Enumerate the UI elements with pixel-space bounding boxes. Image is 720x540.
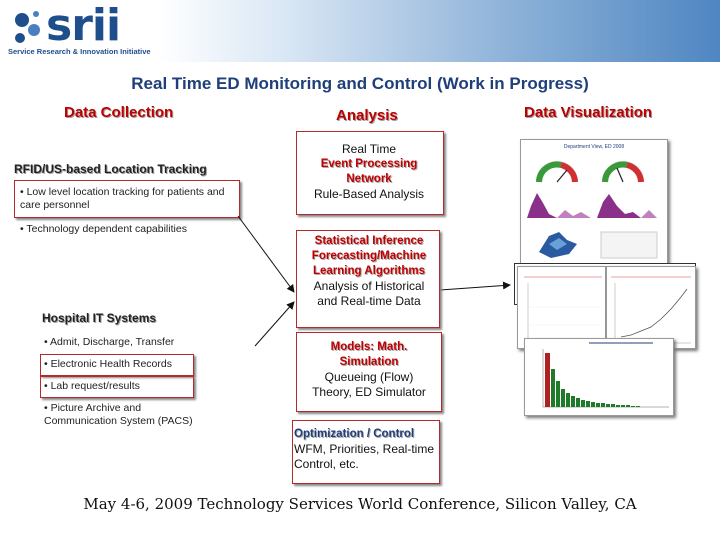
logo-subtitle: Service Research & Innovation Initiative	[8, 47, 151, 56]
dashboard-graphics	[521, 148, 667, 268]
event-processing-text: Real Time Event Processing Network Rule-Based Analysis	[313, 142, 425, 201]
dashboard-title: Department View, ED 2008	[563, 144, 625, 150]
arrow-analysis-to-visualization	[440, 285, 510, 290]
models-simulation-text: Models: Math. Simulation Queueing (Flow) Theory, ED Simulator	[312, 341, 426, 399]
logo-swirl-icon	[8, 6, 48, 50]
forecast-chart-right	[606, 266, 696, 349]
heading-data-collection: Data Collection	[64, 104, 174, 121]
forecast-chart-left	[517, 266, 606, 349]
hospital-bullet-1: • Admit, Discharge, Transfer	[44, 336, 175, 348]
wait-time-bar-chart	[525, 339, 673, 415]
hospital-bullet-4: • Picture Archive and Communication System (PACS)	[44, 402, 193, 427]
forecast-curve-chart	[607, 267, 695, 348]
rfid-bullet-1: • Low level location tracking for patients and care personnel	[20, 186, 225, 211]
slide-title: Real Time ED Monitoring and Control (Work in Progress)	[131, 74, 589, 93]
hospital-bullet-2: • Electronic Health Records	[44, 358, 172, 370]
hospital-bullet-3: • Lab request/results	[44, 380, 140, 392]
statistical-inference-text: Statistical Inference Forecasting/Machine Learning Algorithms Analysis of Historical and Real-time Data	[311, 235, 427, 308]
wait-time-chart-thumbnail	[524, 338, 674, 416]
hospital-it-heading: Hospital IT Systems	[42, 311, 157, 325]
rfid-heading: RFID/US-based Location Tracking	[14, 162, 207, 176]
forecast-line-chart	[518, 267, 605, 348]
footer-conference: May 4-6, 2009 Technology Services World Conference, Silicon Valley, CA	[83, 495, 637, 513]
dashboard-thumbnail	[520, 139, 668, 269]
heading-analysis: Analysis	[336, 107, 398, 124]
logo-text: srii	[46, 0, 121, 51]
heading-data-visualization: Data Visualization	[524, 104, 653, 121]
rfid-bullet-2: • Technology dependent capabilities	[20, 223, 187, 235]
optimization-text: Optimization / Control WFM, Priorities, Real-time Control, etc.	[294, 428, 435, 471]
srii-logo	[8, 0, 158, 60]
arrow-hospital-to-analysis	[255, 302, 294, 346]
arrow-rfid-to-analysis	[238, 216, 294, 292]
